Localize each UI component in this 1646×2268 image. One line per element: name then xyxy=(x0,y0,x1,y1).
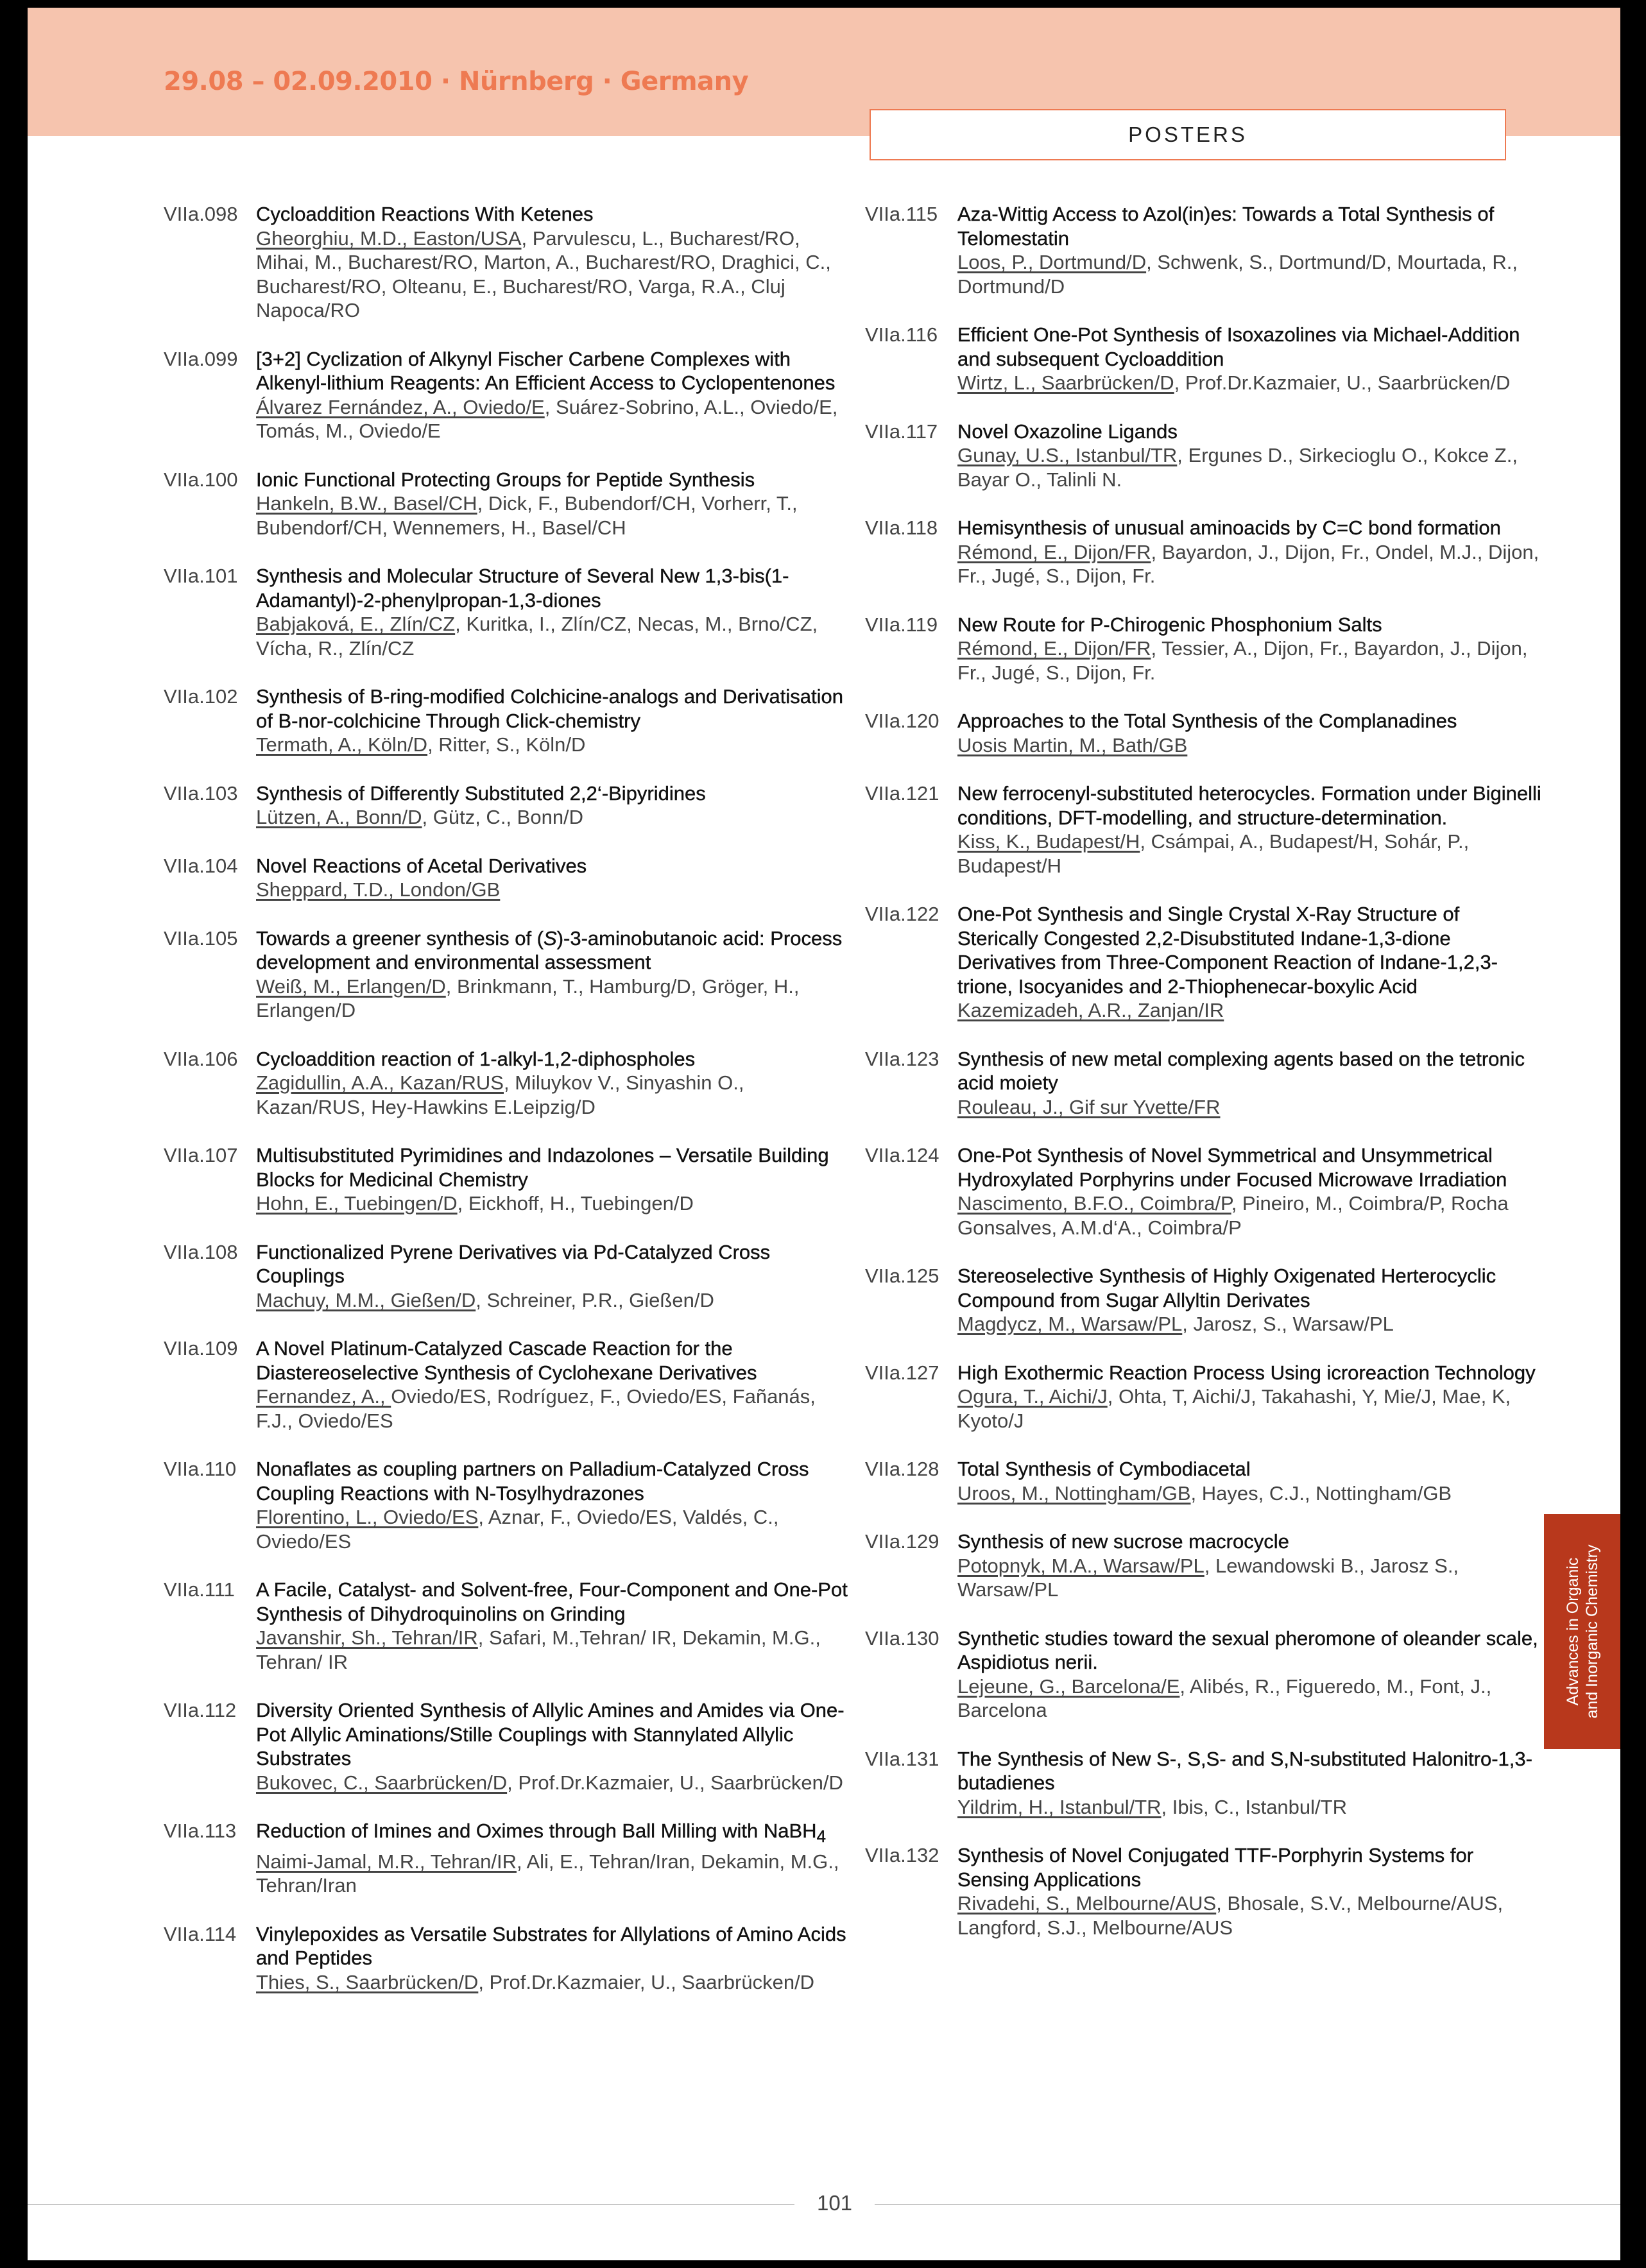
poster-entry xyxy=(865,902,1545,1023)
poster-entry xyxy=(865,709,1545,757)
poster-authors xyxy=(256,1191,857,1216)
poster-authors xyxy=(957,1191,1545,1240)
poster-presenter: Nascimento, B.F.O., Coimbra/P xyxy=(957,1192,1231,1215)
poster-authors xyxy=(957,250,1545,298)
poster-coauthors: , Bayardon, J., Dijon, Fr., Ondel, M.J., Dijon, Fr., Jugé, S., Dijon, Fr. xyxy=(957,540,1539,587)
section-label-posters: POSTERS xyxy=(870,109,1506,160)
poster-code: VIIa.108 xyxy=(164,1240,238,1263)
poster-authors xyxy=(957,1385,1545,1433)
poster-presenter: Hohn, E., Tuebingen/D xyxy=(256,1192,458,1215)
poster-presenter: Termath, A., Köln/D xyxy=(256,733,428,756)
poster-entry xyxy=(865,781,1545,878)
poster-authors xyxy=(256,491,857,540)
poster-coauthors: , Bhosale, S.V., Melbourne/AUS, Langford, S.J., Melbourne/AUS xyxy=(957,1892,1504,1939)
poster-title: Stereoselective Synthesis of Highly Oxigenated Herterocyclic Compound from Sugar Allyltin Derivates xyxy=(957,1265,1496,1311)
poster-body xyxy=(957,420,1545,492)
poster-entry xyxy=(865,1143,1545,1240)
poster-presenter: Rémond, E., Dijon/FR xyxy=(957,637,1151,660)
poster-code: VIIa.105 xyxy=(164,926,238,950)
poster-body xyxy=(957,516,1545,588)
poster-presenter: Álvarez Fernández, A., Oviedo/E xyxy=(256,395,545,418)
poster-title: Novel Oxazoline Ligands xyxy=(957,420,1178,443)
poster-body xyxy=(957,1747,1545,1820)
poster-presenter: Thies, S., Saarbrücken/D xyxy=(256,1970,479,1993)
poster-title-subscript: 4 xyxy=(816,1828,826,1846)
page-number: 101 xyxy=(816,2191,853,2215)
poster-authors xyxy=(957,1095,1545,1120)
poster-presenter: Bukovec, C., Saarbrücken/D xyxy=(256,1771,508,1794)
poster-coauthors: , Gütz, C., Bonn/D xyxy=(422,806,584,828)
poster-authors xyxy=(256,395,857,443)
poster-title: Synthesis of Differently Substituted 2,2‘-Bipyridines xyxy=(256,781,706,805)
footer-divider-left xyxy=(28,2204,794,2205)
poster-authors xyxy=(957,371,1545,395)
poster-authors xyxy=(256,1385,857,1433)
poster-body xyxy=(957,1530,1545,1602)
poster-body xyxy=(256,1819,857,1898)
poster-coauthors: , Tessier, A., Dijon, Fr., Bayardon, J., Dijon, Fr., Jugé, S., Dijon, Fr. xyxy=(957,637,1528,684)
poster-code: VIIa.100 xyxy=(164,468,238,491)
poster-coauthors: , Dick, F., Bubendorf/CH, Vorherr, T., Bubendorf/CH, Wennemers, H., Basel/CH xyxy=(256,492,798,539)
poster-entry xyxy=(865,1361,1545,1433)
poster-authors xyxy=(957,733,1545,758)
poster-entry xyxy=(865,1747,1545,1820)
poster-title: Vinylepoxides as Versatile Substrates for Allylations of Amino Acids and Peptides xyxy=(256,1922,846,1970)
poster-authors xyxy=(957,443,1545,491)
poster-authors xyxy=(256,1850,857,1898)
poster-coauthors: Oviedo/ES, Rodríguez, F., Oviedo/ES, Fañanás, F.J., Oviedo/ES xyxy=(256,1385,816,1432)
poster-body xyxy=(256,1578,857,1674)
poster-code: VIIa.111 xyxy=(164,1578,235,1601)
poster-body xyxy=(957,202,1545,298)
side-tab-line1: Advances in Organic xyxy=(1563,1557,1582,1706)
poster-body xyxy=(256,1240,857,1313)
poster-title: Ionic Functional Protecting Groups for Peptide Synthesis xyxy=(256,468,755,491)
poster-title-italic: S xyxy=(544,926,557,950)
poster-coauthors: , Alibés, R., Figueredo, M., Font, J., Barcelona xyxy=(957,1675,1492,1721)
poster-code: VIIa.104 xyxy=(164,854,238,877)
poster-authors xyxy=(256,1505,857,1553)
poster-code: VIIa.117 xyxy=(865,420,938,443)
poster-authors xyxy=(957,540,1545,588)
poster-entry xyxy=(164,1457,857,1553)
poster-coauthors: , Schreiner, P.R., Gießen/D xyxy=(476,1288,714,1311)
poster-body xyxy=(256,854,857,902)
poster-presenter: Yildrim, H., Istanbul/TR xyxy=(957,1795,1162,1818)
poster-entry xyxy=(164,1578,857,1674)
poster-presenter: Kazemizadeh, A.R., Zanjan/IR xyxy=(957,999,1224,1021)
poster-presenter: Javanshir, Sh., Tehran/IR xyxy=(256,1626,478,1649)
poster-title: A Facile, Catalyst- and Solvent-free, Four-Component and One-Pot Synthesis of Dihydroquinolins on Grinding xyxy=(256,1578,848,1625)
poster-code: VIIa.121 xyxy=(865,782,939,805)
poster-code: VIIa.099 xyxy=(164,347,238,370)
poster-body xyxy=(957,902,1545,1023)
poster-coauthors: , Jarosz, S., Warsaw/PL xyxy=(1182,1313,1394,1335)
poster-code: VIIa.125 xyxy=(865,1265,939,1287)
poster-body xyxy=(957,1843,1545,1940)
poster-entry xyxy=(865,1626,1545,1723)
poster-authors xyxy=(256,1288,857,1313)
poster-entry xyxy=(164,564,857,660)
poster-body xyxy=(957,1361,1545,1433)
poster-presenter: Ogura, T., Aichi/J xyxy=(957,1385,1108,1408)
poster-entry xyxy=(164,468,857,540)
poster-entry xyxy=(865,420,1545,492)
poster-title: A Novel Platinum-Catalyzed Cascade Reaction for the Diastereoselective Synthesis of Cyclohexane Derivatives xyxy=(256,1337,757,1384)
poster-code: VIIa.110 xyxy=(164,1458,237,1480)
poster-entry xyxy=(164,1047,857,1120)
poster-presenter: Hankeln, B.W., Basel/CH xyxy=(256,492,477,515)
poster-body xyxy=(256,468,857,540)
poster-entry xyxy=(865,1530,1545,1602)
poster-title: Cycloaddition reaction of 1-alkyl-1,2-diphospholes xyxy=(256,1047,696,1070)
poster-body xyxy=(256,1922,857,1995)
poster-authors xyxy=(957,830,1545,878)
poster-authors xyxy=(256,612,857,660)
poster-presenter: Lejeune, G., Barcelona/E xyxy=(957,1675,1180,1698)
poster-title: Synthetic studies toward the sexual pheromone of oleander scale, Aspidiotus nerii. xyxy=(957,1626,1538,1673)
poster-coauthors: , Safari, M.,Tehran/ IR, Dekamin, M.G., Tehran/ IR xyxy=(256,1626,821,1673)
poster-code: VIIa.128 xyxy=(865,1458,939,1480)
poster-body xyxy=(256,1457,857,1553)
poster-title: Multisubstituted Pyrimidines and Indazolones – Versatile Building Blocks for Medicinal Chemistry xyxy=(256,1144,829,1191)
poster-body xyxy=(957,1626,1545,1723)
poster-presenter: Fernandez, A., xyxy=(256,1385,391,1408)
poster-coauthors: , Csámpai, A., Budapest/H, Sohár, P., Budapest/H xyxy=(957,830,1470,877)
poster-coauthors: , Pineiro, M., Coimbra/P, Rocha Gonsalves, A.M.d‘A., Coimbra/P xyxy=(957,1192,1509,1239)
poster-authors xyxy=(957,1554,1545,1602)
poster-entry xyxy=(865,1047,1545,1120)
page xyxy=(28,8,1620,2260)
poster-title: One-Pot Synthesis of Novel Symmetrical and Unsymmetrical Hydroxylated Porphyrins under Focused Microwave Irradiation xyxy=(957,1144,1507,1191)
poster-presenter: Magdycz, M., Warsaw/PL xyxy=(957,1313,1183,1335)
poster-entry xyxy=(865,323,1545,395)
poster-authors xyxy=(256,733,857,757)
poster-title: Functionalized Pyrene Derivatives via Pd-Catalyzed Cross Couplings xyxy=(256,1240,771,1287)
poster-title: Total Synthesis of Cymbodiacetal xyxy=(957,1458,1251,1480)
poster-coauthors: , Ohta, T, Aichi/J, Takahashi, Y, Mie/J, Mae, K, Kyoto/J xyxy=(957,1385,1511,1432)
poster-entry xyxy=(164,202,857,323)
poster-presenter: Rémond, E., Dijon/FR xyxy=(957,540,1151,563)
poster-title: Novel Reactions of Acetal Derivatives xyxy=(256,854,587,877)
poster-authors xyxy=(256,878,857,902)
poster-code: VIIa.118 xyxy=(865,516,938,539)
poster-entry xyxy=(164,347,857,443)
poster-code: VIIa.119 xyxy=(865,613,938,636)
poster-authors xyxy=(957,1795,1545,1820)
poster-coauthors: , Ibis, C., Istanbul/TR xyxy=(1161,1795,1347,1818)
footer-divider-right xyxy=(875,2204,1620,2205)
poster-body xyxy=(957,613,1545,685)
poster-code: VIIa.127 xyxy=(865,1361,939,1384)
poster-entry xyxy=(164,781,857,830)
poster-title: One-Pot Synthesis and Single Crystal X-Ray Structure of Sterically Congested 2,2-Disubstituted Indane-1,3-dione Derivatives from Three-Component Reaction of Indane-1,2,3-trione, Isocyanides and 2-Thiophenecar-boxylic Acid xyxy=(957,903,1498,998)
poster-body xyxy=(957,781,1545,878)
poster-body xyxy=(957,1047,1545,1120)
poster-title: [3+2] Cyclization of Alkynyl Fischer Carbene Complexes with Alkenyl-lithium Reagents: An Efficient Access to Cyclopentenones xyxy=(256,347,836,394)
poster-entry xyxy=(865,1457,1545,1505)
poster-coauthors: , Miluykov V., Sinyashin O., Kazan/RUS, Hey-Hawkins E.Leipzig/D xyxy=(256,1071,744,1118)
poster-entry xyxy=(865,202,1545,298)
side-tab-line2: and Inorganic Chemistry xyxy=(1582,1544,1601,1719)
poster-presenter: Weiß, M., Erlangen/D xyxy=(256,975,446,998)
poster-code: VIIa.113 xyxy=(164,1820,237,1842)
poster-entry xyxy=(865,613,1545,685)
poster-body xyxy=(957,1143,1545,1240)
poster-title-part: Reduction of Imines and Oximes through Ball Milling with NaBH xyxy=(256,1820,817,1842)
poster-presenter: Gheorghiu, M.D., Easton/USA xyxy=(256,226,522,250)
poster-presenter: Gunay, U.S., Istanbul/TR xyxy=(957,444,1178,466)
poster-authors xyxy=(957,998,1545,1023)
left-column xyxy=(164,202,857,2018)
poster-coauthors: , Kuritka, I., Zlín/CZ, Necas, M., Brno/CZ, Vícha, R., Zlín/CZ xyxy=(256,613,818,660)
poster-entry xyxy=(164,926,857,1023)
poster-title: Diversity Oriented Synthesis of Allylic Amines and Amides via One-Pot Allylic Aminations/Stille Couplings with Stannylated Allylic Substrates xyxy=(256,1699,844,1769)
poster-authors xyxy=(256,1071,857,1119)
poster-authors xyxy=(256,1626,857,1674)
poster-authors xyxy=(957,1891,1545,1940)
poster-body xyxy=(256,1047,857,1120)
right-column xyxy=(865,202,1545,1964)
poster-authors xyxy=(256,975,857,1023)
side-tab xyxy=(1544,1514,1620,1749)
poster-code: VIIa.122 xyxy=(865,903,939,925)
poster-title xyxy=(256,926,857,975)
poster-presenter: Uosis Martin, M., Bath/GB xyxy=(957,733,1188,756)
poster-body xyxy=(957,709,1545,757)
poster-title: Efficient One-Pot Synthesis of Isoxazolines via Michael-Addition and subsequent Cycloaddition xyxy=(957,323,1520,370)
poster-entry xyxy=(865,1264,1545,1336)
poster-coauthors: , Prof.Dr.Kazmaier, U., Saarbrücken/D xyxy=(1174,371,1511,394)
poster-code: VIIa.109 xyxy=(164,1337,238,1360)
poster-entry xyxy=(164,1922,857,1995)
poster-code: VIIa.102 xyxy=(164,685,238,708)
poster-code: VIIa.123 xyxy=(865,1047,939,1070)
poster-body xyxy=(256,202,857,323)
poster-title-part: )-3-aminobutanoic acid: Process development and environmental assessment xyxy=(256,926,843,973)
poster-presenter: Kiss, K., Budapest/H xyxy=(957,830,1140,853)
poster-presenter: Sheppard, T.D., London/GB xyxy=(256,878,501,901)
poster-code: VIIa.130 xyxy=(865,1626,939,1650)
poster-code: VIIa.120 xyxy=(865,710,939,732)
poster-body xyxy=(256,685,857,757)
poster-entry xyxy=(164,1143,857,1216)
poster-presenter: Loos, P., Dortmund/D xyxy=(957,251,1147,273)
poster-authors xyxy=(957,1312,1545,1336)
poster-title: New Route for P-Chirogenic Phosphonium Salts xyxy=(957,613,1382,636)
poster-presenter: Potopnyk, M.A., Warsaw/PL xyxy=(957,1554,1204,1577)
poster-presenter: Machuy, M.M., Gießen/D xyxy=(256,1288,476,1311)
poster-body xyxy=(256,564,857,660)
poster-entry xyxy=(865,516,1545,588)
poster-coauthors: , Brinkmann, T., Hamburg/D, Gröger, H., Erlangen/D xyxy=(256,975,800,1021)
poster-title: Synthesis and Molecular Structure of Several New 1,3-bis(1-Adamantyl)-2-phenylpropan-1,3-diones xyxy=(256,565,789,611)
poster-title: New ferrocenyl-substituted heterocycles. Formation under Biginelli conditions, DFT-modelling, and structure-determination. xyxy=(957,782,1541,829)
poster-entry xyxy=(164,685,857,757)
poster-title: Synthesis of new sucrose macrocycle xyxy=(957,1530,1289,1553)
poster-coauthors: , Aznar, F., Oviedo/ES, Valdés, C., Oviedo/ES xyxy=(256,1506,779,1553)
poster-body xyxy=(256,1143,857,1216)
poster-presenter: Babjaková, E., Zlín/CZ xyxy=(256,613,456,635)
poster-presenter: Florentino, L., Oviedo/ES xyxy=(256,1506,479,1528)
poster-entry xyxy=(164,1240,857,1313)
poster-coauthors: , Suárez-Sobrino, A.L., Oviedo/E, Tomás, M., Oviedo/E xyxy=(256,395,838,442)
poster-code: VIIa.106 xyxy=(164,1047,238,1070)
poster-title: Synthesis of B-ring-modified Colchicine-analogs and Derivatisation of B-nor-colchicine Through Click-chemistry xyxy=(256,685,843,732)
poster-body xyxy=(256,1698,857,1795)
poster-title: Approaches to the Total Synthesis of the Complanadines xyxy=(957,710,1457,732)
poster-authors xyxy=(256,1970,857,1995)
poster-title: The Synthesis of New S-, S,S- and S,N-substituted Halonitro-1,3-butadienes xyxy=(957,1747,1532,1794)
poster-code: VIIa.107 xyxy=(164,1144,238,1166)
poster-body xyxy=(957,1264,1545,1336)
poster-code: VIIa.124 xyxy=(865,1144,939,1166)
poster-body xyxy=(256,1336,857,1433)
poster-code: VIIa.114 xyxy=(164,1922,237,1945)
poster-coauthors: , Ali, E., Tehran/Iran, Dekamin, M.G., Tehran/Iran xyxy=(256,1850,839,1897)
poster-entry xyxy=(164,1336,857,1433)
poster-authors xyxy=(957,636,1545,685)
poster-entry xyxy=(164,1819,857,1898)
poster-body xyxy=(256,781,857,830)
poster-code: VIIa.131 xyxy=(865,1747,939,1770)
poster-presenter: Naimi-Jamal, M.R., Tehran/IR xyxy=(256,1850,517,1873)
poster-code: VIIa.116 xyxy=(865,323,938,346)
poster-body xyxy=(256,347,857,443)
poster-title-part: Towards a greener synthesis of ( xyxy=(256,926,544,950)
poster-coauthors: , Prof.Dr.Kazmaier, U., Saarbrücken/D xyxy=(507,1771,843,1794)
poster-presenter: Uroos, M., Nottingham/GB xyxy=(957,1481,1191,1505)
poster-code: VIIa.112 xyxy=(164,1699,237,1721)
poster-coauthors: , Ergunes D., Sirkecioglu O., Kokce Z., Bayar O., Talinli N. xyxy=(957,444,1518,491)
header-date-location: 29.08 – 02.09.2010 · Nürnberg · Germany xyxy=(164,67,749,96)
poster-presenter: Lützen, A., Bonn/D xyxy=(256,806,422,828)
poster-entry xyxy=(164,1698,857,1795)
poster-code: VIIa.132 xyxy=(865,1844,939,1866)
side-tab-label xyxy=(1563,1545,1602,1719)
poster-code: VIIa.103 xyxy=(164,781,238,805)
poster-coauthors: , Prof.Dr.Kazmaier, U., Saarbrücken/D xyxy=(478,1970,815,1993)
poster-title xyxy=(256,1819,857,1850)
poster-body xyxy=(256,926,857,1023)
poster-body xyxy=(957,1457,1545,1505)
poster-coauthors: , Schwenk, S., Dortmund/D, Mourtada, R., Dortmund/D xyxy=(957,251,1518,298)
poster-title: Synthesis of Novel Conjugated TTF-Porphyrin Systems for Sensing Applications xyxy=(957,1844,1474,1891)
poster-entry xyxy=(865,1843,1545,1940)
poster-title: Cycloaddition Reactions With Ketenes xyxy=(256,203,594,225)
poster-authors xyxy=(256,226,857,323)
poster-presenter: Rivadehi, S., Melbourne/AUS xyxy=(957,1892,1217,1914)
poster-title: Aza-Wittig Access to Azol(in)es: Towards a Total Synthesis of Telomestatin xyxy=(957,203,1495,250)
poster-title: Hemisynthesis of unusual aminoacids by C=C bond formation xyxy=(957,516,1501,539)
poster-code: VIIa.101 xyxy=(164,565,238,587)
poster-code: VIIa.115 xyxy=(865,203,938,225)
poster-coauthors: , Parvulescu, L., Bucharest/RO, Mihai, M., Bucharest/RO, Marton, A., Bucharest/RO, Draghici, C., Bucharest/RO, Olteanu, E., Bucharest/RO, Varga, R.A., Cluj Napoca/RO xyxy=(256,226,831,321)
poster-coauthors: , Ritter, S., Köln/D xyxy=(427,733,586,756)
poster-presenter: Wirtz, L., Saarbrücken/D xyxy=(957,371,1174,394)
poster-title: Nonaflates as coupling partners on Palladium-Catalyzed Cross Coupling Reactions with N-Tosylhydrazones xyxy=(256,1458,809,1505)
poster-coauthors: , Eickhoff, H., Tuebingen/D xyxy=(457,1192,694,1215)
poster-presenter: Rouleau, J., Gif sur Yvette/FR xyxy=(957,1095,1221,1118)
poster-body xyxy=(957,323,1545,395)
poster-authors xyxy=(256,805,857,830)
poster-code: VIIa.098 xyxy=(164,203,238,225)
poster-title: High Exothermic Reaction Process Using icroreaction Technology xyxy=(957,1361,1536,1384)
poster-code: VIIa.129 xyxy=(865,1530,939,1553)
poster-authors xyxy=(957,1481,1545,1506)
poster-presenter: Zagidullin, A.A., Kazan/RUS xyxy=(256,1071,504,1094)
poster-coauthors: , Hayes, C.J., Nottingham/GB xyxy=(1190,1481,1452,1505)
poster-coauthors: , Lewandowski B., Jarosz S., Warsaw/PL xyxy=(957,1554,1459,1601)
poster-title: Synthesis of new metal complexing agents based on the tetronic acid moiety xyxy=(957,1047,1525,1094)
poster-authors xyxy=(957,1675,1545,1723)
poster-authors xyxy=(256,1771,857,1795)
poster-entry xyxy=(164,854,857,902)
